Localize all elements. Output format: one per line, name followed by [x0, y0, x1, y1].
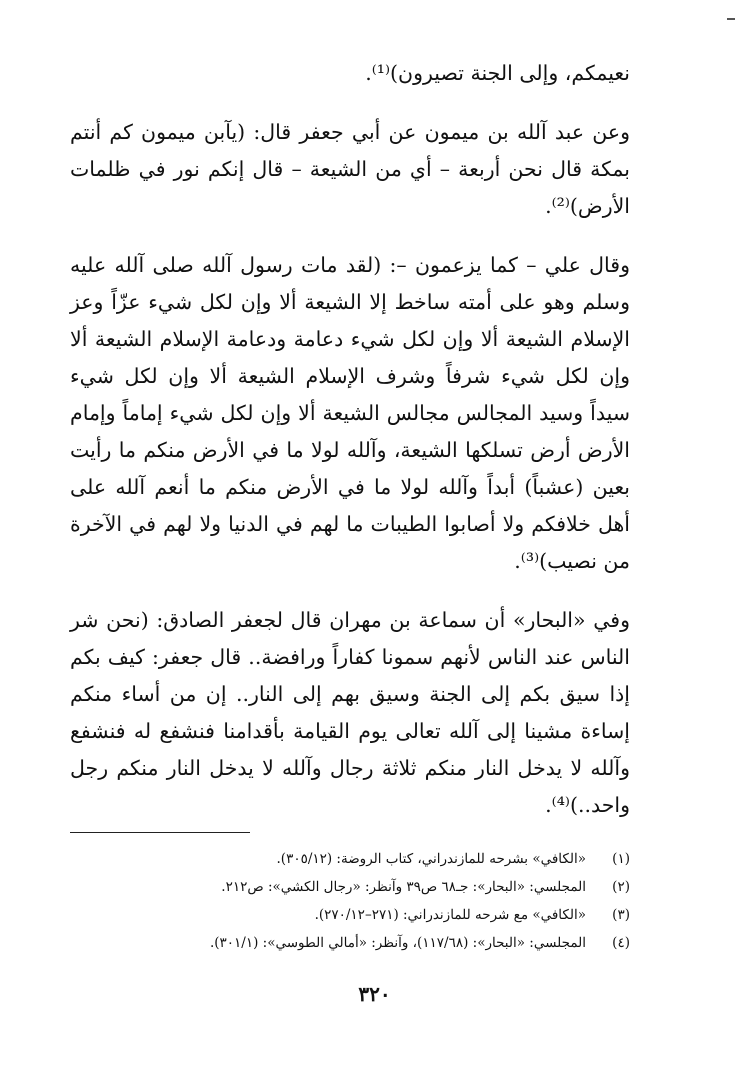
- paragraph-1: نعيمكم، وإلى الجنة تصيرون)⁽¹⁾.: [365, 61, 630, 85]
- footnote-number: (٤): [612, 935, 630, 951]
- paragraph-4: وفي «البحار» أن سماعة بن مهران قال لجعفر الصادق: (نحن شر الناس عند الناس لأنهم سمونا كفاراً ورافضة.. قال جعفر: كيف بكم إذا سيق بكم إلى الجنة وسيق بهم إلى النار.. إن من أساء منكم إساءة مشينا إلى آلله تعالى يوم القيامة بأقدامنا فنشفع له فنشفع وآلله لا يدخل النار منكم ثلاثة رجال وآلله لا يدخل النار منكم رجل واحد..)⁽⁴⁾.: [70, 608, 630, 817]
- footnote-2: [70, 873, 630, 901]
- footnote-4: [70, 929, 630, 957]
- footnote-3: [70, 901, 630, 929]
- footnote-divider: [70, 832, 250, 833]
- footnote-text: المجلسي: «البحار»: جـ٦٨ ص٣٩ وآنظر: «رجال الكشي»: ص٢١٢.: [221, 879, 586, 895]
- footnote-number: (٣): [612, 907, 630, 923]
- footnote-1: [70, 845, 630, 873]
- page-body: [70, 55, 630, 957]
- footnote-number: (٢): [612, 879, 630, 895]
- page-number: ٣٢٠: [358, 982, 391, 1006]
- footnote-text: «الكافي» بشرحه للمازندراني، كتاب الروضة: (٣٠٥/١٢).: [276, 851, 586, 867]
- footnote-text: المجلسي: «البحار»: (١١٧/٦٨)، وآنظر: «أمالي الطوسي»: (٣٠١/١).: [209, 935, 586, 951]
- paragraph-2: وعن عبد آلله بن ميمون عن أبي جعفر قال: (يآبن ميمون كم أنتم بمكة قال نحن أربعة – أي من الشيعة – قال إنكم نور في ظلمات الأرض)⁽²⁾.: [70, 120, 630, 218]
- paragraph-3: وقال علي – كما يزعمون –: (لقد مات رسول آلله صلى آلله عليه وسلم وهو على أمته ساخط إلا الشيعة ألا وإن لكل شيء عزّاً وعز الإسلام الشيعة ألا وإن لكل شيء دعامة ودعامة الإسلام الشيعة ألا وإن لكل شيء شرفاً وشرف الإسلام الشيعة ألا وإن لكل شيء سيداً وسيد المجالس مجالس الشيعة ألا وإن لكل شيء إماماً وإمام الأرض أرض تسلكها الشيعة، وآلله لولا ما في الأرض منكم ما رأيت بعين (عشباً) أبداً وآلله لولا ما في الأرض منكم ما أنعم آلله على أهل خلافكم ولا أصابوا الطيبات ما لهم في الدنيا ولا لهم في الآخرة من نصيب)⁽³⁾.: [70, 253, 630, 573]
- footnote-number: (١): [612, 851, 630, 867]
- footnote-text: «الكافي» مع شرحه للمازندراني: (٢٧١–٢٧٠/١٢).: [314, 907, 586, 923]
- scan-mark: [727, 18, 735, 20]
